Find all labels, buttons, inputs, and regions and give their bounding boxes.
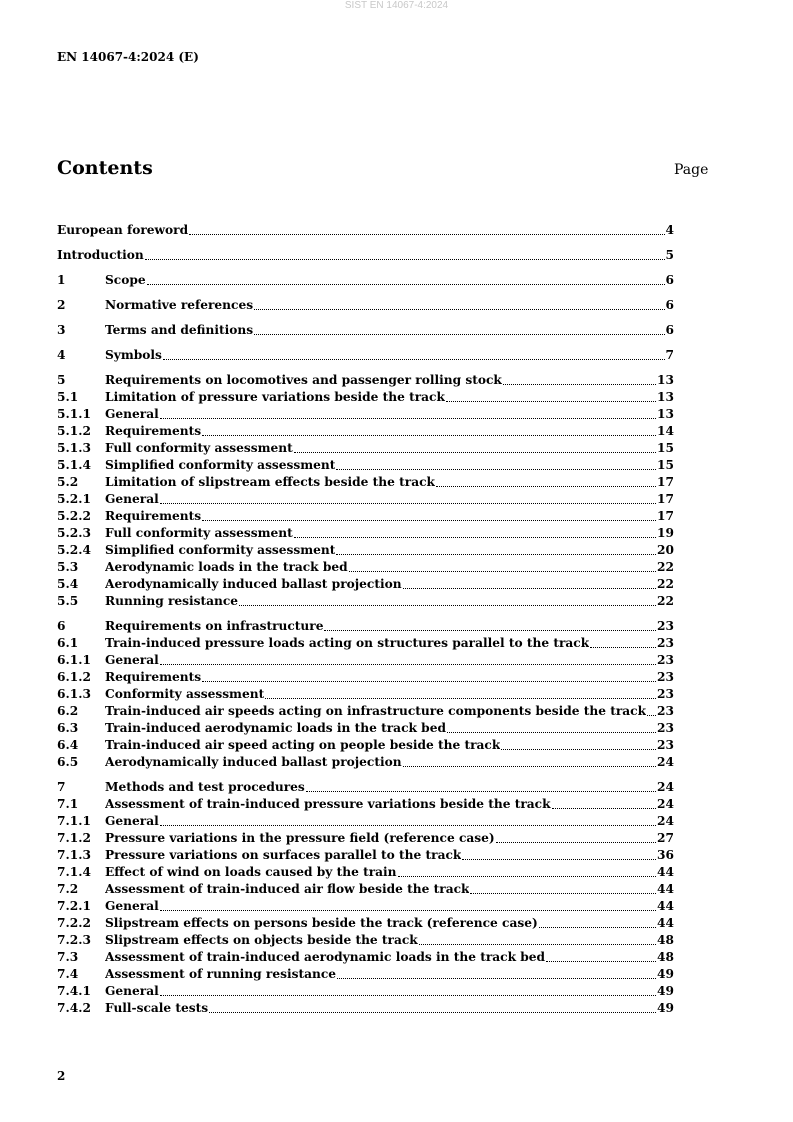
toc-dot-leader	[403, 762, 656, 767]
toc-entry-page: 17	[657, 475, 674, 489]
toc-entry-number: 5.1.4	[57, 458, 91, 472]
toc-entry-title: Train-induced aerodynamic loads in the track bed	[105, 721, 446, 735]
toc-entry-page: 23	[657, 636, 674, 650]
toc-entry-page: 44	[657, 916, 674, 930]
toc-dot-leader	[647, 711, 656, 716]
toc-entry[interactable]	[57, 754, 674, 771]
toc-entry-number: 5.1.3	[57, 441, 91, 455]
toc-entry-title: Train-induced air speed acting on people beside the track	[105, 738, 501, 752]
toc-entry-number: 6.3	[57, 721, 79, 735]
toc-dot-leader	[160, 660, 656, 665]
toc-entry-page: 22	[657, 577, 674, 591]
page-column-label: Page	[674, 162, 709, 178]
toc-entry-title: Normative references	[105, 298, 254, 312]
toc-entry-title: Assessment of train-induced air flow beside the track	[105, 882, 470, 896]
toc-dot-leader	[209, 1008, 656, 1013]
toc-entry-page: 23	[657, 670, 674, 684]
toc-entry[interactable]	[57, 915, 674, 932]
toc-entry-title: European foreword	[57, 223, 189, 237]
toc-entry-page: 23	[657, 738, 674, 752]
toc-entry-page: 5	[665, 248, 674, 262]
toc-dot-leader	[590, 643, 656, 648]
toc-dot-leader	[539, 923, 656, 928]
toc-dot-leader	[403, 584, 656, 589]
toc-entry[interactable]	[57, 966, 674, 983]
toc-entry-title: Simplified conformity assessment	[105, 543, 336, 557]
toc-entry-number: 5.2.1	[57, 492, 91, 506]
toc-entry[interactable]	[57, 222, 674, 239]
toc-entry-title: Assessment of train-induced pressure variations beside the track	[105, 797, 551, 811]
toc-entry-title: Assessment of running resistance	[105, 967, 337, 981]
toc-entry-page: 48	[657, 950, 674, 964]
toc-dot-leader	[239, 601, 656, 606]
toc-dot-leader	[446, 397, 656, 402]
toc-dot-leader	[470, 889, 656, 894]
toc-entry-page: 17	[657, 492, 674, 506]
toc-entry-number: 5.2.4	[57, 543, 91, 557]
toc-entry[interactable]	[57, 347, 674, 364]
toc-entry-page: 6	[665, 323, 674, 337]
toc-entry[interactable]	[57, 779, 674, 796]
toc-dot-leader	[160, 991, 656, 996]
toc-entry-number: 6.1.3	[57, 687, 91, 701]
toc-entry-number: 7.1.4	[57, 865, 91, 879]
toc-entry-number: 5.2.2	[57, 509, 91, 523]
toc-entry-number: 1	[57, 273, 66, 287]
toc-entry-title: Train-induced air speeds acting on infrastructure components beside the track	[105, 704, 647, 718]
toc-dot-leader	[503, 380, 656, 385]
toc-dot-leader	[496, 838, 656, 843]
toc-entry[interactable]	[57, 272, 674, 289]
toc-entry[interactable]	[57, 618, 674, 635]
toc-entry-number: 7.1	[57, 797, 79, 811]
toc-entry-number: 7.2	[57, 882, 79, 896]
toc-entry-number: 5.1.2	[57, 424, 91, 438]
toc-entry-page: 27	[657, 831, 674, 845]
toc-entry-title: Train-induced pressure loads acting on structures parallel to the track	[105, 636, 590, 650]
toc-entry[interactable]	[57, 389, 674, 406]
toc-entry-title: Aerodynamically induced ballast projection	[105, 577, 402, 591]
toc-entry-page: 24	[657, 780, 674, 794]
toc-entry-page: 24	[657, 797, 674, 811]
toc-entry[interactable]	[57, 881, 674, 898]
document-id: EN 14067-4:2024 (E)	[57, 50, 199, 64]
toc-entry-number: 6.1	[57, 636, 79, 650]
toc-entry[interactable]	[57, 830, 674, 847]
watermark: SIST EN 14067-4:2024	[344, 0, 449, 11]
toc-entry[interactable]	[57, 508, 674, 525]
toc-entry-title: General	[105, 492, 159, 506]
toc-entry-number: 7.4.1	[57, 984, 91, 998]
toc-entry[interactable]	[57, 1000, 674, 1017]
toc-entry[interactable]	[57, 474, 674, 491]
toc-entry-page: 6	[665, 273, 674, 287]
toc-entry-page: 22	[657, 594, 674, 608]
toc-entry-page: 24	[657, 814, 674, 828]
toc-entry-title: Full-scale tests	[105, 1001, 209, 1015]
toc-entry-page: 44	[657, 899, 674, 913]
toc-entry-number: 7.1.3	[57, 848, 91, 862]
toc-dot-leader	[265, 694, 656, 699]
toc-entry-title: Symbols	[105, 348, 162, 362]
toc-entry-page: 44	[657, 882, 674, 896]
toc-entry-title: Requirements on locomotives and passenger rolling stock	[105, 373, 502, 387]
toc-entry[interactable]	[57, 898, 674, 915]
toc-entry-number: 5	[57, 373, 66, 387]
toc-entry[interactable]	[57, 423, 674, 440]
toc-entry[interactable]	[57, 440, 674, 457]
toc-dot-leader	[294, 533, 656, 538]
toc-entry-title: Aerodynamically induced ballast projection	[105, 755, 402, 769]
toc-entry-number: 5.2	[57, 475, 79, 489]
toc-entry-title: General	[105, 899, 159, 913]
toc-entry-title: Methods and test procedures	[105, 780, 305, 794]
toc-entry-number: 7.3	[57, 950, 79, 964]
toc-entry-title: Running resistance	[105, 594, 239, 608]
toc-entry[interactable]	[57, 593, 674, 610]
toc-entry-number: 4	[57, 348, 66, 362]
toc-entry[interactable]	[57, 686, 674, 703]
toc-entry[interactable]	[57, 669, 674, 686]
toc-dot-leader	[160, 499, 656, 504]
toc-entry-title: General	[105, 984, 159, 998]
toc-entry-title: Full conformity assessment	[105, 526, 293, 540]
toc-dot-leader	[254, 305, 664, 310]
toc-entry-number: 5.1	[57, 390, 79, 404]
toc-entry[interactable]	[57, 247, 674, 264]
toc-entry[interactable]	[57, 983, 674, 1000]
toc-entry-title: Conformity assessment	[105, 687, 265, 701]
toc-dot-leader	[552, 804, 657, 809]
toc-entry-page: 17	[657, 509, 674, 523]
toc-entry-title: Slipstream effects on objects beside the track	[105, 933, 418, 947]
toc-entry-title: General	[105, 814, 159, 828]
toc-entry-title: Requirements	[105, 670, 202, 684]
toc-entry[interactable]	[57, 372, 674, 389]
toc-entry-number: 6.5	[57, 755, 79, 769]
toc-entry-number: 5.4	[57, 577, 79, 591]
toc-entry-page: 49	[657, 984, 674, 998]
toc-dot-leader	[160, 414, 656, 419]
toc-entry-number: 7.1.2	[57, 831, 91, 845]
toc-entry-number: 7.1.1	[57, 814, 91, 828]
toc-entry-page: 7	[665, 348, 674, 362]
toc-dot-leader	[447, 728, 656, 733]
toc-entry-number: 7.4	[57, 967, 79, 981]
toc-entry-title: Assessment of train-induced aerodynamic loads in the track bed	[105, 950, 546, 964]
toc-entry-title: General	[105, 407, 159, 421]
toc-entry-number: 7.2.2	[57, 916, 91, 930]
toc-entry-page: 24	[657, 755, 674, 769]
toc-entry[interactable]	[57, 406, 674, 423]
toc-entry[interactable]	[57, 491, 674, 508]
toc-entry-number: 5.2.3	[57, 526, 91, 540]
toc-entry-number: 6	[57, 619, 66, 633]
toc-entry-page: 23	[657, 721, 674, 735]
toc-entry-number: 5.1.1	[57, 407, 91, 421]
toc-entry-title: Limitation of slipstream effects beside the track	[105, 475, 435, 489]
toc-entry-title: Simplified conformity assessment	[105, 458, 336, 472]
toc-entry-title: Terms and definitions	[105, 323, 254, 337]
toc-entry-page: 23	[657, 704, 674, 718]
toc-entry[interactable]	[57, 796, 674, 813]
toc-entry[interactable]	[57, 559, 674, 576]
toc-entry[interactable]	[57, 864, 674, 881]
toc-entry[interactable]	[57, 737, 674, 754]
toc-entry-title: Requirements	[105, 509, 202, 523]
toc-entry-number: 7.2.3	[57, 933, 91, 947]
toc-entry-title: Pressure variations on surfaces parallel to the track	[105, 848, 462, 862]
toc-dot-leader	[324, 626, 656, 631]
toc-dot-leader	[419, 940, 656, 945]
toc-entry-title: Requirements	[105, 424, 202, 438]
toc-entry-page: 49	[657, 967, 674, 981]
toc-dot-leader	[147, 280, 665, 285]
toc-dot-leader	[398, 872, 656, 877]
toc-entry-title: Limitation of pressure variations beside the track	[105, 390, 445, 404]
toc-dot-leader	[163, 355, 665, 360]
toc-entry-title: Full conformity assessment	[105, 441, 293, 455]
toc-entry[interactable]	[57, 652, 674, 669]
toc-entry-title: Effect of wind on loads caused by the train	[105, 865, 397, 879]
page-number: 2	[57, 1069, 66, 1083]
toc-entry-page: 6	[665, 298, 674, 312]
toc-entry-page: 48	[657, 933, 674, 947]
toc-dot-leader	[306, 787, 656, 792]
toc-entry-number: 6.4	[57, 738, 79, 752]
toc-entry-number: 7	[57, 780, 66, 794]
toc-entry-page: 22	[657, 560, 674, 574]
toc-entry-page: 13	[657, 407, 674, 421]
toc-dot-leader	[160, 906, 656, 911]
toc-entry-title: Aerodynamic loads in the track bed	[105, 560, 348, 574]
toc-entry-page: 20	[657, 543, 674, 557]
toc-entry-page: 15	[657, 458, 674, 472]
toc-entry-number: 3	[57, 323, 66, 337]
toc-dot-leader	[349, 567, 656, 572]
toc-entry-title: Requirements on infrastructure	[105, 619, 324, 633]
page-title: Contents	[57, 157, 153, 179]
toc-entry[interactable]	[57, 949, 674, 966]
toc-entry-number: 5.3	[57, 560, 79, 574]
toc-entry-number: 5.5	[57, 594, 79, 608]
toc-entry-title: Slipstream effects on persons beside the track (reference case)	[105, 916, 538, 930]
toc-entry-page: 15	[657, 441, 674, 455]
toc-dot-leader	[337, 974, 656, 979]
toc-entry-page: 13	[657, 390, 674, 404]
toc-entry-title: Pressure variations in the pressure field (reference case)	[105, 831, 495, 845]
toc-entry-number: 6.1.1	[57, 653, 91, 667]
toc-entry[interactable]	[57, 457, 674, 474]
toc-entry[interactable]	[57, 525, 674, 542]
toc-entry-title: General	[105, 653, 159, 667]
toc-entry-page: 23	[657, 619, 674, 633]
toc-entry[interactable]	[57, 635, 674, 652]
toc-dot-leader	[462, 855, 656, 860]
toc-entry-page: 36	[657, 848, 674, 862]
toc-entry[interactable]	[57, 576, 674, 593]
toc-entry-title: Scope	[105, 273, 146, 287]
toc-entry-number: 6.1.2	[57, 670, 91, 684]
toc-entry-page: 49	[657, 1001, 674, 1015]
toc-entry-number: 2	[57, 298, 66, 312]
toc-dot-leader	[336, 550, 656, 555]
toc-entry[interactable]	[57, 542, 674, 559]
toc-entry[interactable]	[57, 297, 674, 314]
toc-dot-leader	[294, 448, 656, 453]
toc-entry-page: 14	[657, 424, 674, 438]
toc-entry-page: 4	[665, 223, 674, 237]
toc-dot-leader	[189, 230, 664, 235]
toc-entry[interactable]	[57, 703, 674, 720]
toc-entry-page: 23	[657, 687, 674, 701]
toc-entry[interactable]	[57, 720, 674, 737]
toc-dot-leader	[254, 330, 664, 335]
toc-dot-leader	[145, 255, 665, 260]
toc-entry-title: Introduction	[57, 248, 144, 262]
toc-entry-page: 44	[657, 865, 674, 879]
toc-entry-number: 6.2	[57, 704, 79, 718]
toc-dot-leader	[202, 431, 656, 436]
table-of-contents	[57, 222, 674, 1017]
toc-entry-page: 19	[657, 526, 674, 540]
toc-entry-number: 7.2.1	[57, 899, 91, 913]
toc-entry-number: 7.4.2	[57, 1001, 91, 1015]
toc-dot-leader	[546, 957, 656, 962]
toc-entry[interactable]	[57, 813, 674, 830]
toc-dot-leader	[202, 516, 656, 521]
toc-entry-page: 13	[657, 373, 674, 387]
toc-entry[interactable]	[57, 932, 674, 949]
toc-dot-leader	[202, 677, 656, 682]
toc-entry-page: 23	[657, 653, 674, 667]
toc-entry[interactable]	[57, 847, 674, 864]
toc-dot-leader	[436, 482, 656, 487]
toc-entry[interactable]	[57, 322, 674, 339]
toc-dot-leader	[160, 821, 656, 826]
toc-dot-leader	[336, 465, 656, 470]
toc-dot-leader	[501, 745, 656, 750]
